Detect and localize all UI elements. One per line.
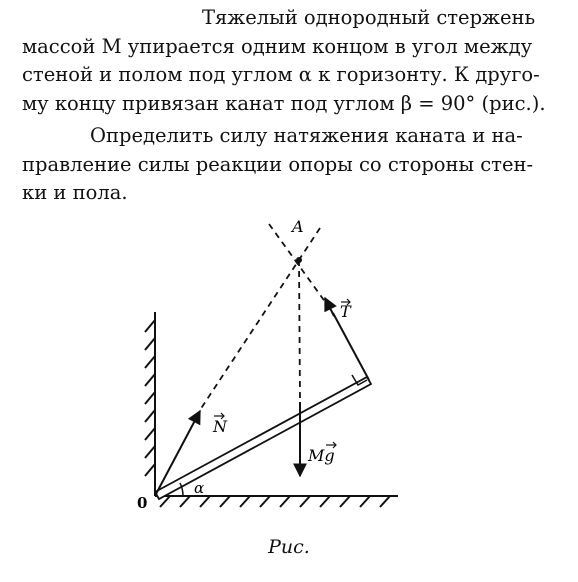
- rod-diagram: [0, 215, 578, 555]
- text-line: ки и пола.: [22, 181, 128, 204]
- wall: [145, 312, 155, 496]
- problem-paragraph-2: [22, 122, 554, 208]
- floor: [155, 496, 398, 507]
- text-line: му концу привязан канат под углом β = 90° (рис.).: [22, 91, 546, 115]
- text-line: Тяжелый однородный стержень: [202, 6, 536, 29]
- weight-label: [307, 442, 336, 465]
- rod: [155, 377, 371, 499]
- origin-label: 0: [137, 494, 148, 512]
- svg-text:T: T: [340, 302, 351, 321]
- tension-label: [340, 299, 352, 321]
- construction-lines: [200, 224, 331, 410]
- normal-label: [212, 413, 228, 436]
- text-line: Определить силу натяжения каната и на-: [90, 124, 523, 147]
- svg-text:N: N: [213, 417, 227, 436]
- text-line: стеной и полом под углом α к горизонту. К друго-: [22, 63, 540, 86]
- text-line: правление силы реакции опоры со стороны стен-: [22, 152, 534, 176]
- angle-label: α: [194, 479, 205, 497]
- svg-text:Mg: Mg: [308, 446, 335, 465]
- point-a-label: A: [292, 217, 304, 236]
- rope: [333, 313, 369, 380]
- figure-caption: Рис.: [268, 536, 310, 558]
- point-a-dot: [296, 257, 302, 263]
- text-line: массой M упирается одним концом в угол между: [22, 34, 533, 58]
- tension-arrow: [325, 298, 334, 316]
- problem-paragraph-1: [22, 4, 554, 118]
